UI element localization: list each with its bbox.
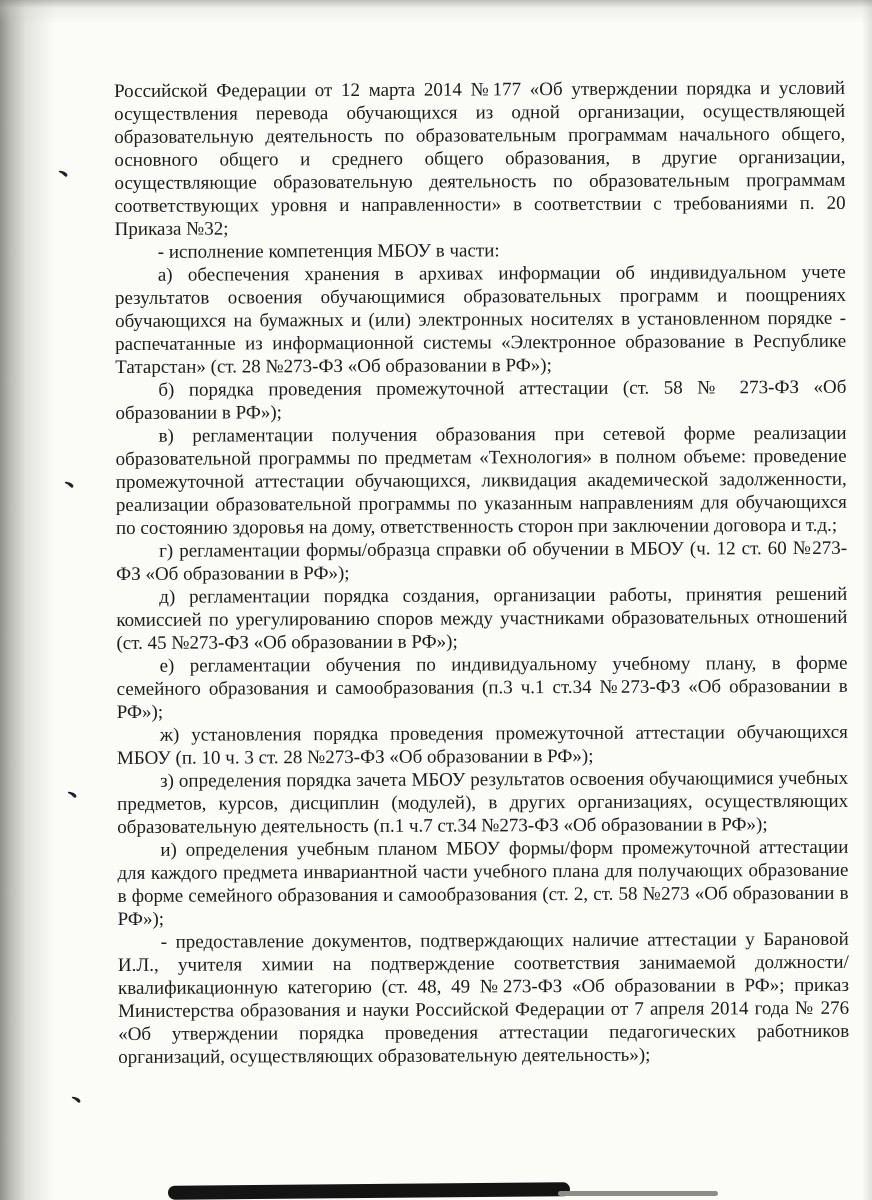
pen-mark-icon: 、 bbox=[53, 147, 87, 183]
paragraph: д) регламентации порядка создания, организации работы, принятия решений комиссией по урегулированию споров между участниками образовательных отношений (ст. 45 №273-ФЗ «Об образовании в РФ»); bbox=[116, 583, 848, 654]
paragraph: б) порядка проведения промежуточной аттестации (ст. 58 № 273-ФЗ «Об образовании в РФ»); bbox=[115, 376, 847, 424]
pen-mark-icon: 、 bbox=[66, 1073, 100, 1109]
paragraph: ж) установления порядка проведения промежуточной аттестации обучающихся МБОУ (п. 10 ч. 3 ст. 28 №273-ФЗ «Об образовании в РФ»); bbox=[116, 721, 848, 769]
paragraph: г) регламентации формы/образца справки об обучении в МБОУ (ч. 12 ст. 60 №273-ФЗ «Об образовании в РФ»); bbox=[116, 537, 848, 585]
paragraph: а) обеспечения хранения в архивах информации об индивидуальном учете результатов освоения обучающимися образовательных программ и поощрениях обучающихся на бумажных и (или) электронных носителях в установленном порядке - распечатанные из информационной системы «Электронное образование в Республике Татарстан» (ст. 28 №273-ФЗ «Об образовании в РФ»); bbox=[114, 261, 847, 378]
pen-mark-icon: 、 bbox=[62, 768, 96, 804]
paragraph: и) определения учебным планом МБОУ формы/форм промежуточной аттестации для каждого предмета инвариантной части учебного плана для получающих образование в форме семейного образования и самообразования (ст. 2, ст. 58 №273 «Об образовании в РФ»); bbox=[117, 836, 849, 930]
paragraph: з) определения порядка зачета МБОУ результатов освоения обучающимися учебных предметов, курсов, дисциплин (модулей), в других организациях, осуществляющих образовательную деятельность (п.1 ч.7 ст.34 №273-ФЗ «Об образовании в РФ»); bbox=[117, 767, 849, 838]
pen-mark-icon: 、 bbox=[59, 458, 93, 494]
scan-edge-artifact bbox=[168, 1182, 570, 1200]
paragraph: - предоставление документов, подтверждающих наличие аттестации у Барановой И.Л., учителя химии на подтверждение соответствия занимаемой должности/квалификационную категорию (ст. 48, 49 №273-ФЗ «Об образовании в РФ»; приказ Министерства образования и науки Российской Федерации от 7 апреля 2014 года № 276 «Об утверждении порядка проведения аттестации педагогических работников организаций, осуществляющих образовательную деятельность»); bbox=[117, 928, 850, 1068]
paragraph: - исполнение компетенция МБОУ в части: bbox=[157, 240, 500, 263]
paragraph: в) регламентации получения образования при сетевой форме реализации образовательной программы по предметам «Технология» в полном объеме: проведение промежуточной аттестации обучающихся, ликвидация академической задолженности, реализации образовательной программы по указанным направлениям для обучающихся по состоянию здоровья на дому, ответственность сторон при заключении договора и т.д.; bbox=[115, 422, 847, 539]
paragraph: Российской Федерации от 12 марта 2014 №177 «Об утверждении порядка и условий осуществления перевода обучающихся из одной организации, осуществляющей образовательную деятельность по образовательным программам начального общего, основного общего и среднего общего образования, в другие организации, осуществляющие образовательную деятельность по образовательным программам соответствующих уровня и направленности» в соответствии с требованиями п. 20 Приказа №32; bbox=[114, 77, 846, 240]
document-text bbox=[114, 77, 849, 1069]
paragraph: е) регламентации обучения по индивидуальному учебному плану, в форме семейного образования и самообразования (п.3 ч.1 ст.34 №273-ФЗ «Об образовании в РФ»); bbox=[116, 652, 848, 723]
scan-edge-artifact-tail bbox=[558, 1191, 718, 1196]
